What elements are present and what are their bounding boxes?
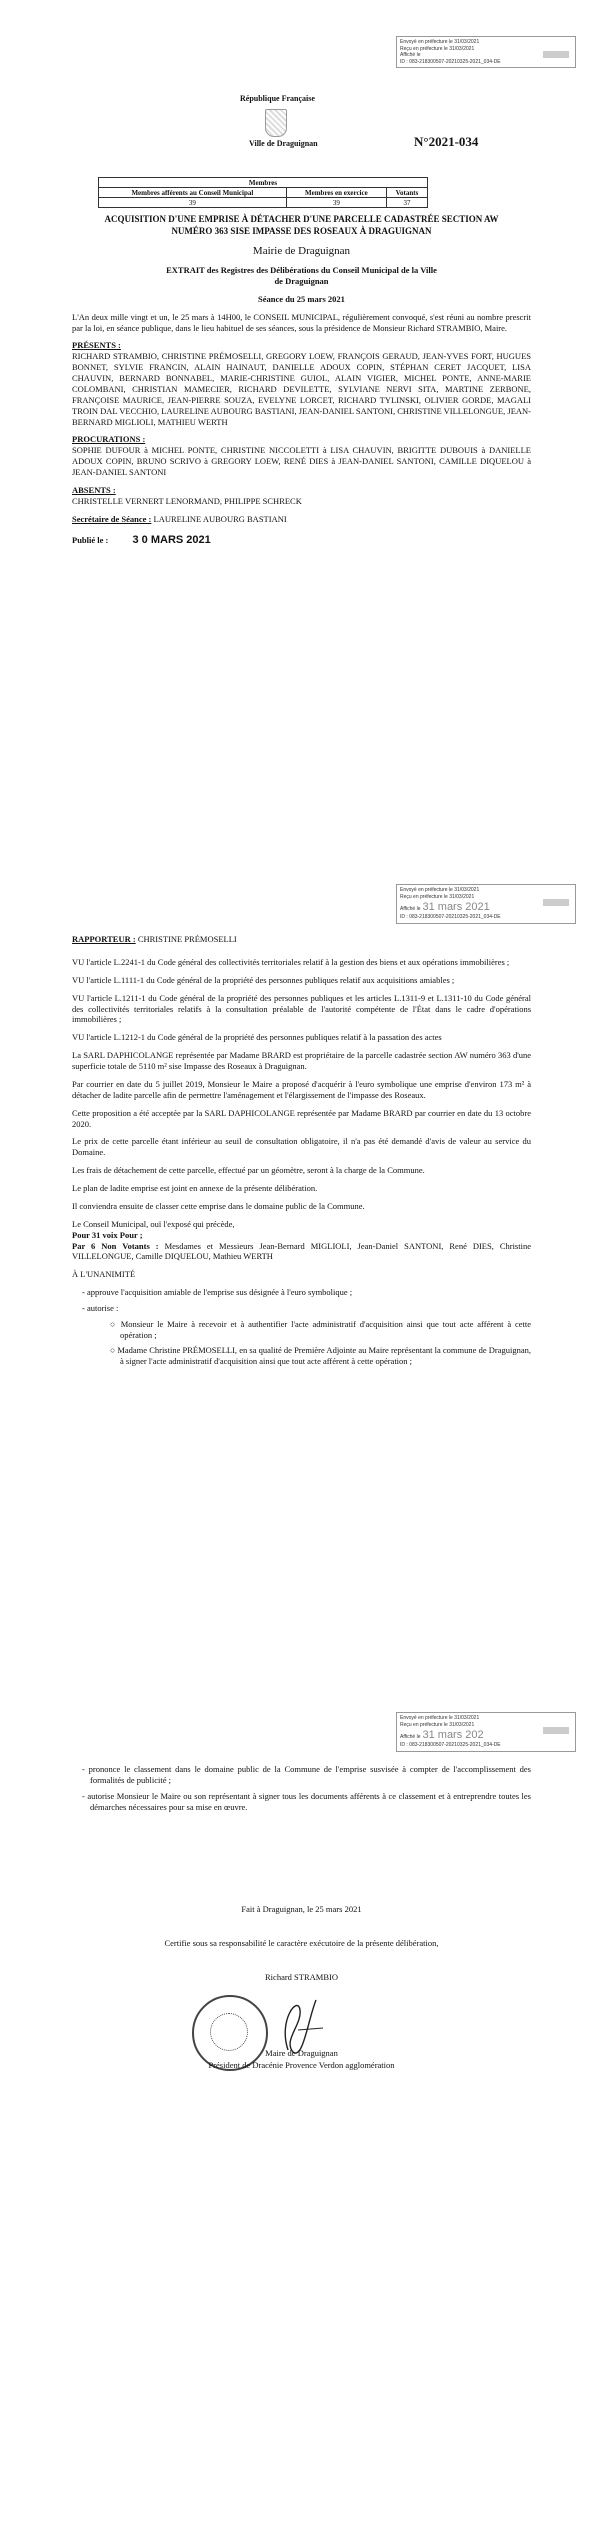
members-val-votants: 37 [386, 198, 427, 208]
stamp-line: Envoyé en préfecture le 31/03/2021 [400, 39, 480, 45]
members-col-afferents: Membres afférents au Conseil Municipal [99, 188, 287, 198]
presents-label: PRÉSENTS : [72, 340, 121, 351]
certifie-line: Certifie sous sa responsabilité le caractère exécutoire de la présente délibération, [164, 1938, 439, 1948]
absents-label: ABSENTS : [72, 484, 116, 495]
stamp-affiche-label: Affiché le [400, 52, 421, 58]
vote-pour: Pour 31 voix Pour ; [72, 1229, 143, 1240]
fait-line: Fait à Draguignan, le 25 mars 2021 [241, 1904, 362, 1914]
dash-icon: - [82, 1287, 87, 1298]
prefecture-stamp-2 [396, 884, 576, 924]
mairie-heading: Mairie de Draguignan [252, 245, 351, 258]
vote-intro: Le Conseil Municipal, ouï l'exposé qui précède, [72, 1218, 235, 1229]
signatory-role-president: Président de Dracénie Provence Verdon agglomération [208, 2060, 395, 2070]
body-paragraph: Le plan de ladite emprise est joint en annexe de la présente délibération. [72, 1183, 318, 1193]
decision-item [82, 1303, 531, 1314]
republic-emblem-icon [265, 109, 287, 137]
stamp-line: Envoyé en préfecture le 31/03/2021 [400, 887, 480, 893]
decision-text: autorise : [86, 1303, 119, 1313]
stamp-date: 31 mars 202 [422, 1729, 484, 1741]
body-paragraph: Il conviendra ensuite de classer cette emprise dans le domaine public de la Commune. [72, 1200, 365, 1211]
decision-text: prononce le classement dans le domaine public de la Commune de l'emprise susvisée à compter de l'accomplissement des formalités de publicité ; [88, 1764, 531, 1785]
members-val-afferents: 39 [99, 198, 287, 208]
body-paragraph: Par courrier en date du 5 juillet 2019, Monsieur le Maire a proposé d'acquérir à l'euro symbolique une emprise d'environ 173 m² à détacher de ladite parcelle afin de permettre l'aménagement et l'élargissement de l'impasse des Roseaux. [72, 1078, 531, 1100]
seance-heading: Séance du 25 mars 2021 [258, 293, 345, 304]
circle-bullet-icon: ○ [110, 1318, 121, 1329]
secretaire-name: LAURELINE AUBOURG BASTIANI [153, 513, 287, 524]
members-table [98, 177, 428, 208]
page-1-content [72, 214, 531, 554]
republic-label: République Française [240, 94, 315, 103]
sub-decision-text: Madame Christine PRÉMOSELLI, en sa qualité de Première Adjointe au Maire représentant la commune de Draguignan, à signer l'acte administratif d'acquisition ainsi que tout acte afférent à cette opération ; [117, 1344, 531, 1366]
body-paragraph: Le prix de cette parcelle étant inférieur au seuil de consultation obligatoire, il n'a pas été demandé d'avis de valeur au service du Domaine. [72, 1136, 531, 1158]
body-paragraph: VU l'article L.1212-1 du Code général de la propriété des personnes publiques relatif à la passation des actes [72, 1032, 442, 1043]
deliberation-title: ACQUISITION D'UNE EMPRISE À DÉTACHER D'UNE PARCELLE CADASTRÉE SECTION AW NUMÉRO 363 SISE IMPASSE DES ROSEAUX À DRAGUIGNAN [104, 214, 499, 236]
stamp-date: 31 mars 2021 [422, 901, 490, 913]
page-3-content [72, 1764, 531, 1818]
stamp-id: ID : 083-218300507-20210325-2021_034-DE [400, 914, 501, 921]
sub-decision-item [110, 1318, 531, 1341]
signatory-role-mayor: Maire de Draguignan [265, 2048, 338, 2058]
sub-decision-item [110, 1344, 531, 1367]
stamp-id: ID : 083-218300507-20210325-2021_034-DE [400, 1742, 501, 1749]
town-label: Ville de Draguignan [249, 139, 318, 148]
stamp-affiche-label: Affiché le [400, 1734, 421, 1740]
members-table-title: Membres [99, 178, 428, 188]
presents-list: RICHARD STRAMBIO, CHRISTINE PRÉMOSELLI, GREGORY LOEW, FRANÇOIS GERAUD, JEAN-YVES FORT, HUGUES BONNET, SYLVIE FRANCIN, ALAIN HAINAUT, DANIELLE ADOUX COPIN, STÉPHAN CERET JACQUET, LISA CHAUVIN, BERNARD BONNABEL, MARIE-CHRISTINE GUIOL, ALAIN VIGIER, MICHEL PONTE, ANNE-MARIE COLOMBANI, CHRISTIAN MAMECIER, RICHARD DEVILETTE, SYLVIANE NERVI SITA, MARTINE ZERBONE, FRANÇOISE MAURICE, JEAN-PIERRE SOUZA, EVELYNE LORCET, RICHARD TYLINSKI, OLIVIER GORDE, MAGALI TROIN DAL VECCHIO, LAURELINE AUBOURG BASTIANI, JEAN-DANIEL SANTONI, CHRISTINE VILLELONGUE, JEAN-BERNARD MIGLIOLI, MATHIEU WERTH [72, 351, 531, 427]
stamp-line: Reçu en préfecture le 31/03/2021 [400, 45, 475, 52]
rapporteur-name: CHRISTINE PRÉMOSELLI [137, 934, 237, 944]
dash-icon: - [82, 1303, 87, 1313]
members-val-exercice: 39 [286, 198, 386, 208]
vote-nonvotants-label: Par 6 Non Votants : [72, 1240, 159, 1251]
procurations-label: PROCURATIONS : [72, 434, 146, 445]
decision-text: autorise Monsieur le Maire ou son représentant à signer tous les documents afférents à ce classement et à entreprendre toutes les démarches nécessaires pour sa mise en œuvre. [87, 1790, 531, 1812]
decision-item [82, 1764, 531, 1786]
publie-label: Publié le : [72, 534, 109, 545]
signatory-name: Richard STRAMBIO [265, 1972, 338, 1982]
stamp-barcode-icon [543, 51, 569, 58]
body-paragraph: VU l'article L.1111-1 du Code général de la propriété des personnes publiques relatif aux acquisitions amiables ; [72, 974, 455, 985]
body-paragraph: VU l'article L.2241-1 du Code général des collectivités territoriales relatif à la gestion des biens et aux opérations immobilières ; [72, 956, 510, 967]
secretaire-label: Secrétaire de Séance : [72, 513, 152, 524]
rapporteur-label: RAPPORTEUR : [72, 934, 136, 944]
circle-bullet-icon: ○ [110, 1344, 118, 1355]
deliberation-number: N°2021-034 [414, 134, 479, 149]
stamp-line: Reçu en préfecture le 31/03/2021 [400, 893, 475, 900]
stamp-line: Reçu en préfecture le 31/03/2021 [400, 1721, 475, 1728]
decision-item [82, 1790, 531, 1813]
decision-item [82, 1287, 531, 1298]
body-paragraph: VU l'article L.1211-1 du Code général de la propriété des personnes publiques et les articles L.1311-9 et L.1311-10 du Code général des collectivités territoriales relatifs à la consultation préalable de l'autorité compétente de l'État dans le cadre d'opérations immobilières ; [72, 992, 531, 1025]
members-col-votants: Votants [386, 188, 427, 198]
intro-paragraph: L'An deux mille vingt et un, le 25 mars à 14H00, le CONSEIL MUNICIPAL, régulièrement convoqué, s'est réuni au nombre prescrit par la loi, en séance publique, dans le lieu habituel de ses séances, sous la présidence de Monsieur Richard STRAMBIO, Maire. [72, 311, 531, 333]
stamp-affiche-label: Affiché le [400, 906, 421, 912]
absents-list: CHRISTELLE VERNERT LENORMAND, PHILIPPE SCHRECK [72, 495, 302, 506]
dash-icon: - [82, 1790, 88, 1801]
stamp-id: ID : 083-218300507-20210325-2021_034-DE [400, 58, 501, 65]
decision-text: approuve l'acquisition amiable de l'emprise sus désignée à l'euro symbolique ; [86, 1287, 353, 1298]
publie-date: 3 0 MARS 2021 [132, 533, 211, 546]
dash-icon: - [82, 1764, 89, 1774]
seal-center-icon [210, 2013, 248, 2051]
procurations-list: SOPHIE DUFOUR à MICHEL PONTE, CHRISTINE NICCOLETTI à LISA CHAUVIN, BRIGITTE DUBOUIS à DANIELLE ADOUX COPIN, BRUNO SCRIVO à GREGORY LOEW, RENÉ DIES à JEAN-DANIEL SANTONI, CAMILLE DIQUELOU à JEAN-DANIEL SANTONI [72, 445, 531, 478]
sub-decision-text: Monsieur le Maire à recevoir et à authentifier l'acte administratif d'acquisition ainsi que tout acte afférent à cette opération ; [120, 1318, 531, 1340]
extract-heading: EXTRAIT des Registres des Délibérations du Conseil Municipal de la Ville de Draguignan [166, 265, 437, 286]
vote-nonvotants: Mesdames et Messieurs Jean-Bernard MIGLIOLI, Jean-Daniel SANTONI, René DIES, Christine VILLELONGUE, Camille DIQUELOU, Mathieu WERTH [72, 1240, 531, 1262]
body-paragraph: Les frais de détachement de cette parcelle, effectué par un géomètre, seront à la charge de la Commune. [72, 1165, 425, 1176]
stamp-line: Envoyé en préfecture le 31/03/2021 [400, 1715, 480, 1721]
page-2-content [72, 934, 531, 1370]
prefecture-stamp-3 [396, 1712, 576, 1752]
members-col-exercice: Membres en exercice [286, 188, 386, 198]
stamp-barcode-icon [543, 899, 569, 906]
prefecture-stamp-1 [396, 36, 576, 68]
stamp-barcode-icon [543, 1727, 569, 1734]
body-paragraph: Cette proposition a été acceptée par la SARL DAPHICOLANGE représentée par Madame BRARD par courrier en date du 13 octobre 2020. [72, 1107, 531, 1129]
body-paragraph: La SARL DAPHICOLANGE représentée par Madame BRARD est propriétaire de la parcelle cadastrée section AW numéro 363 d'une superficie totale de 5110 m² sise Impasse des Roseaux à Draguignan. [72, 1050, 531, 1071]
vote-unanimite: À L'UNANIMITÉ [72, 1269, 136, 1280]
